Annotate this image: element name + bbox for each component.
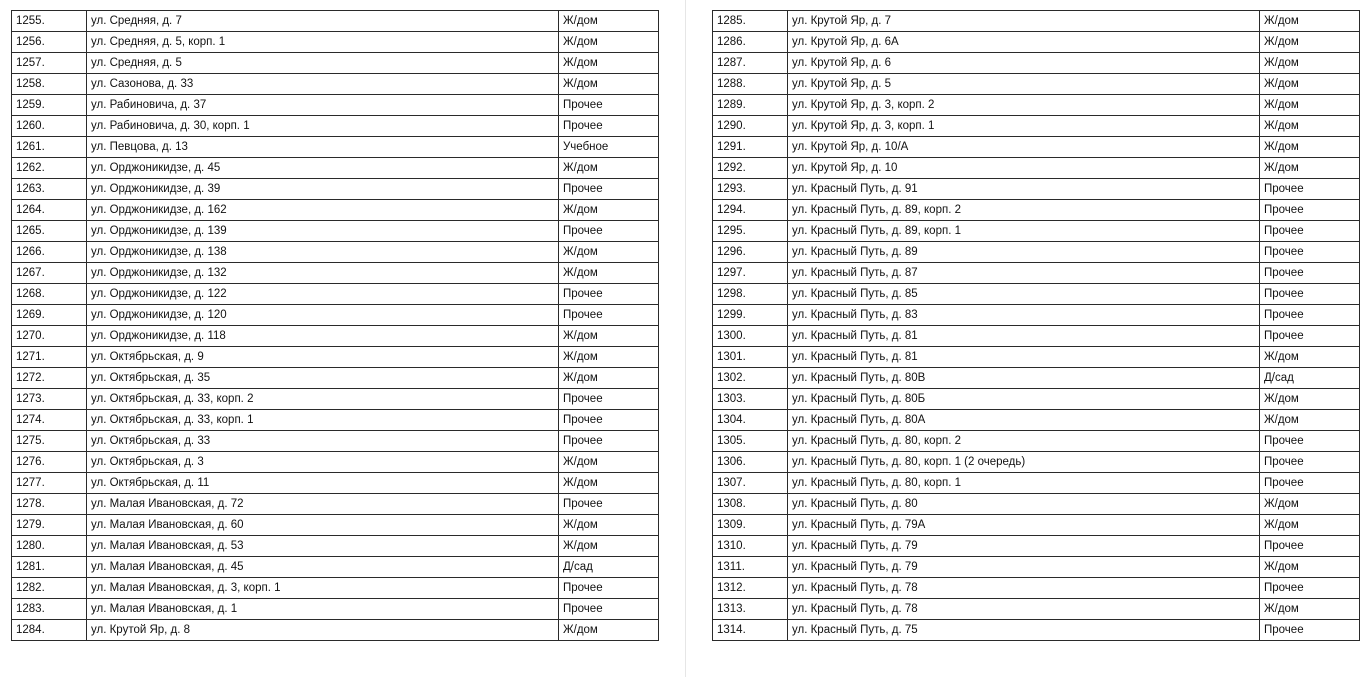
row-number-cell: 1280.	[12, 536, 87, 557]
address-cell: ул. Средняя, д. 7	[87, 11, 559, 32]
address-cell: ул. Красный Путь, д. 80В	[788, 368, 1260, 389]
table-row	[12, 326, 659, 347]
object-type-cell: Учебное	[559, 137, 659, 158]
object-type-cell: Ж/дом	[559, 242, 659, 263]
table-row	[12, 431, 659, 452]
object-type-cell: Прочее	[559, 578, 659, 599]
table-row	[713, 95, 1360, 116]
address-cell: ул. Орджоникидзе, д. 120	[87, 305, 559, 326]
object-type-cell: Ж/дом	[1260, 32, 1360, 53]
row-number-cell: 1310.	[713, 536, 788, 557]
table-row	[12, 536, 659, 557]
address-cell: ул. Красный Путь, д. 80, корп. 1	[788, 473, 1260, 494]
object-type-cell: Прочее	[559, 95, 659, 116]
table-row	[713, 137, 1360, 158]
address-cell: ул. Орджоникидзе, д. 139	[87, 221, 559, 242]
table-row	[713, 494, 1360, 515]
address-cell: ул. Орджоникидзе, д. 122	[87, 284, 559, 305]
address-cell: ул. Красный Путь, д. 80Б	[788, 389, 1260, 410]
object-type-cell: Прочее	[559, 599, 659, 620]
table-row	[713, 620, 1360, 641]
address-cell: ул. Малая Ивановская, д. 60	[87, 515, 559, 536]
table-row	[12, 578, 659, 599]
row-number-cell: 1307.	[713, 473, 788, 494]
table-row	[12, 263, 659, 284]
address-cell: ул. Крутой Яр, д. 3, корп. 1	[788, 116, 1260, 137]
object-type-cell: Прочее	[559, 305, 659, 326]
address-cell: ул. Орджоникидзе, д. 132	[87, 263, 559, 284]
object-type-cell: Ж/дом	[559, 200, 659, 221]
address-cell: ул. Октябрьская, д. 3	[87, 452, 559, 473]
address-cell: ул. Красный Путь, д. 89, корп. 1	[788, 221, 1260, 242]
object-type-cell: Ж/дом	[1260, 11, 1360, 32]
table-row	[713, 242, 1360, 263]
object-type-cell: Прочее	[559, 179, 659, 200]
row-number-cell: 1281.	[12, 557, 87, 578]
table-row	[12, 389, 659, 410]
object-type-cell: Прочее	[1260, 578, 1360, 599]
address-cell: ул. Крутой Яр, д. 6	[788, 53, 1260, 74]
table-row	[713, 74, 1360, 95]
table-row	[12, 284, 659, 305]
table-row	[713, 599, 1360, 620]
row-number-cell: 1302.	[713, 368, 788, 389]
object-type-cell: Ж/дом	[1260, 410, 1360, 431]
row-number-cell: 1285.	[713, 11, 788, 32]
object-type-cell: Прочее	[1260, 452, 1360, 473]
object-type-cell: Ж/дом	[1260, 515, 1360, 536]
table-row	[713, 305, 1360, 326]
object-type-cell: Ж/дом	[559, 158, 659, 179]
object-type-cell: Ж/дом	[1260, 116, 1360, 137]
object-type-cell: Прочее	[559, 221, 659, 242]
object-type-cell: Прочее	[559, 284, 659, 305]
row-number-cell: 1300.	[713, 326, 788, 347]
row-number-cell: 1312.	[713, 578, 788, 599]
table-row	[12, 179, 659, 200]
address-cell: ул. Малая Ивановская, д. 72	[87, 494, 559, 515]
table-row	[713, 536, 1360, 557]
row-number-cell: 1301.	[713, 347, 788, 368]
address-cell: ул. Средняя, д. 5	[87, 53, 559, 74]
table-row	[713, 368, 1360, 389]
row-number-cell: 1293.	[713, 179, 788, 200]
table-row	[12, 599, 659, 620]
table-row	[713, 515, 1360, 536]
table-row	[713, 452, 1360, 473]
row-number-cell: 1292.	[713, 158, 788, 179]
row-number-cell: 1314.	[713, 620, 788, 641]
row-number-cell: 1260.	[12, 116, 87, 137]
table-row	[713, 263, 1360, 284]
address-cell: ул. Орджоникидзе, д. 39	[87, 179, 559, 200]
address-cell: ул. Орджоникидзе, д. 118	[87, 326, 559, 347]
row-number-cell: 1291.	[713, 137, 788, 158]
table-row	[12, 305, 659, 326]
address-cell: ул. Орджоникидзе, д. 45	[87, 158, 559, 179]
row-number-cell: 1273.	[12, 389, 87, 410]
address-table-right	[712, 10, 1360, 641]
row-number-cell: 1278.	[12, 494, 87, 515]
address-cell: ул. Красный Путь, д. 81	[788, 326, 1260, 347]
object-type-cell: Д/сад	[559, 557, 659, 578]
row-number-cell: 1297.	[713, 263, 788, 284]
table-row	[713, 221, 1360, 242]
address-cell: ул. Красный Путь, д. 79	[788, 557, 1260, 578]
table-row	[713, 410, 1360, 431]
object-type-cell: Ж/дом	[1260, 53, 1360, 74]
table-row	[713, 32, 1360, 53]
address-cell: ул. Красный Путь, д. 89, корп. 2	[788, 200, 1260, 221]
row-number-cell: 1269.	[12, 305, 87, 326]
row-number-cell: 1304.	[713, 410, 788, 431]
table-row	[12, 242, 659, 263]
object-type-cell: Ж/дом	[559, 620, 659, 641]
table-row	[713, 116, 1360, 137]
address-cell: ул. Красный Путь, д. 89	[788, 242, 1260, 263]
object-type-cell: Прочее	[1260, 284, 1360, 305]
table-row	[713, 347, 1360, 368]
address-cell: ул. Красный Путь, д. 80, корп. 2	[788, 431, 1260, 452]
object-type-cell: Ж/дом	[1260, 74, 1360, 95]
object-type-cell: Прочее	[1260, 263, 1360, 284]
object-type-cell: Прочее	[1260, 326, 1360, 347]
table-row	[713, 578, 1360, 599]
object-type-cell: Прочее	[1260, 200, 1360, 221]
object-type-cell: Прочее	[1260, 431, 1360, 452]
address-cell: ул. Сазонова, д. 33	[87, 74, 559, 95]
address-cell: ул. Малая Ивановская, д. 53	[87, 536, 559, 557]
table-row	[713, 11, 1360, 32]
address-cell: ул. Октябрьская, д. 33, корп. 1	[87, 410, 559, 431]
table-row	[12, 368, 659, 389]
address-cell: ул. Рабиновича, д. 30, корп. 1	[87, 116, 559, 137]
row-number-cell: 1255.	[12, 11, 87, 32]
object-type-cell: Ж/дом	[1260, 389, 1360, 410]
object-type-cell: Ж/дом	[559, 263, 659, 284]
address-cell: ул. Малая Ивановская, д. 45	[87, 557, 559, 578]
address-cell: ул. Красный Путь, д. 80А	[788, 410, 1260, 431]
row-number-cell: 1311.	[713, 557, 788, 578]
row-number-cell: 1258.	[12, 74, 87, 95]
table-row	[713, 158, 1360, 179]
row-number-cell: 1296.	[713, 242, 788, 263]
table-row	[713, 200, 1360, 221]
column-divider	[685, 0, 686, 677]
table-row	[12, 200, 659, 221]
table-row	[12, 515, 659, 536]
address-cell: ул. Малая Ивановская, д. 1	[87, 599, 559, 620]
address-cell: ул. Октябрьская, д. 33	[87, 431, 559, 452]
address-cell: ул. Красный Путь, д. 78	[788, 578, 1260, 599]
address-cell: ул. Малая Ивановская, д. 3, корп. 1	[87, 578, 559, 599]
row-number-cell: 1276.	[12, 452, 87, 473]
row-number-cell: 1305.	[713, 431, 788, 452]
row-number-cell: 1283.	[12, 599, 87, 620]
address-cell: ул. Крутой Яр, д. 10/А	[788, 137, 1260, 158]
object-type-cell: Ж/дом	[1260, 557, 1360, 578]
row-number-cell: 1256.	[12, 32, 87, 53]
row-number-cell: 1282.	[12, 578, 87, 599]
row-number-cell: 1267.	[12, 263, 87, 284]
address-cell: ул. Средняя, д. 5, корп. 1	[87, 32, 559, 53]
address-cell: ул. Рабиновича, д. 37	[87, 95, 559, 116]
table-row	[12, 347, 659, 368]
object-type-cell: Ж/дом	[1260, 347, 1360, 368]
table-row	[12, 410, 659, 431]
table-row	[12, 221, 659, 242]
row-number-cell: 1306.	[713, 452, 788, 473]
table-row	[12, 158, 659, 179]
row-number-cell: 1265.	[12, 221, 87, 242]
address-cell: ул. Красный Путь, д. 79	[788, 536, 1260, 557]
row-number-cell: 1295.	[713, 221, 788, 242]
address-cell: ул. Крутой Яр, д. 7	[788, 11, 1260, 32]
address-cell: ул. Певцова, д. 13	[87, 137, 559, 158]
address-cell: ул. Орджоникидзе, д. 138	[87, 242, 559, 263]
address-cell: ул. Красный Путь, д. 80, корп. 1 (2 очередь)	[788, 452, 1260, 473]
table-row	[12, 11, 659, 32]
row-number-cell: 1274.	[12, 410, 87, 431]
object-type-cell: Прочее	[559, 494, 659, 515]
object-type-cell: Прочее	[559, 410, 659, 431]
row-number-cell: 1259.	[12, 95, 87, 116]
row-number-cell: 1257.	[12, 53, 87, 74]
row-number-cell: 1264.	[12, 200, 87, 221]
row-number-cell: 1277.	[12, 473, 87, 494]
address-cell: ул. Крутой Яр, д. 6А	[788, 32, 1260, 53]
object-type-cell: Прочее	[1260, 242, 1360, 263]
row-number-cell: 1294.	[713, 200, 788, 221]
address-cell: ул. Октябрьская, д. 11	[87, 473, 559, 494]
table-row	[12, 452, 659, 473]
row-number-cell: 1279.	[12, 515, 87, 536]
row-number-cell: 1266.	[12, 242, 87, 263]
row-number-cell: 1288.	[713, 74, 788, 95]
table-row	[12, 74, 659, 95]
row-number-cell: 1309.	[713, 515, 788, 536]
table-row	[713, 326, 1360, 347]
address-table-left	[11, 10, 659, 641]
table-row	[12, 137, 659, 158]
object-type-cell: Ж/дом	[559, 473, 659, 494]
address-cell: ул. Красный Путь, д. 85	[788, 284, 1260, 305]
row-number-cell: 1263.	[12, 179, 87, 200]
address-cell: ул. Октябрьская, д. 35	[87, 368, 559, 389]
object-type-cell: Д/сад	[1260, 368, 1360, 389]
address-cell: ул. Красный Путь, д. 83	[788, 305, 1260, 326]
address-cell: ул. Орджоникидзе, д. 162	[87, 200, 559, 221]
row-number-cell: 1287.	[713, 53, 788, 74]
object-type-cell: Прочее	[559, 431, 659, 452]
row-number-cell: 1308.	[713, 494, 788, 515]
object-type-cell: Ж/дом	[559, 53, 659, 74]
object-type-cell: Ж/дом	[559, 536, 659, 557]
table-row	[713, 473, 1360, 494]
row-number-cell: 1268.	[12, 284, 87, 305]
table-row	[12, 473, 659, 494]
row-number-cell: 1303.	[713, 389, 788, 410]
address-cell: ул. Красный Путь, д. 87	[788, 263, 1260, 284]
address-cell: ул. Крутой Яр, д. 8	[87, 620, 559, 641]
table-row	[713, 179, 1360, 200]
object-type-cell: Ж/дом	[559, 74, 659, 95]
table-row	[713, 53, 1360, 74]
object-type-cell: Ж/дом	[1260, 137, 1360, 158]
address-cell: ул. Красный Путь, д. 78	[788, 599, 1260, 620]
table-row	[713, 557, 1360, 578]
row-number-cell: 1289.	[713, 95, 788, 116]
object-type-cell: Прочее	[559, 389, 659, 410]
address-cell: ул. Крутой Яр, д. 5	[788, 74, 1260, 95]
address-cell: ул. Красный Путь, д. 79А	[788, 515, 1260, 536]
row-number-cell: 1313.	[713, 599, 788, 620]
table-row	[12, 620, 659, 641]
object-type-cell: Ж/дом	[1260, 599, 1360, 620]
object-type-cell: Ж/дом	[559, 368, 659, 389]
row-number-cell: 1298.	[713, 284, 788, 305]
address-cell: ул. Красный Путь, д. 80	[788, 494, 1260, 515]
object-type-cell: Ж/дом	[1260, 158, 1360, 179]
table-row	[713, 389, 1360, 410]
row-number-cell: 1284.	[12, 620, 87, 641]
row-number-cell: 1286.	[713, 32, 788, 53]
table-row	[12, 494, 659, 515]
table-row	[713, 431, 1360, 452]
object-type-cell: Прочее	[1260, 221, 1360, 242]
object-type-cell: Прочее	[1260, 179, 1360, 200]
table-row	[12, 95, 659, 116]
row-number-cell: 1272.	[12, 368, 87, 389]
address-cell: ул. Красный Путь, д. 91	[788, 179, 1260, 200]
row-number-cell: 1270.	[12, 326, 87, 347]
table-row	[12, 32, 659, 53]
address-cell: ул. Крутой Яр, д. 10	[788, 158, 1260, 179]
object-type-cell: Ж/дом	[1260, 95, 1360, 116]
object-type-cell: Прочее	[1260, 536, 1360, 557]
object-type-cell: Ж/дом	[559, 32, 659, 53]
row-number-cell: 1275.	[12, 431, 87, 452]
object-type-cell: Прочее	[1260, 305, 1360, 326]
object-type-cell: Ж/дом	[559, 452, 659, 473]
table-row	[12, 53, 659, 74]
object-type-cell: Ж/дом	[559, 326, 659, 347]
object-type-cell: Прочее	[559, 116, 659, 137]
table-row	[12, 557, 659, 578]
address-cell: ул. Красный Путь, д. 75	[788, 620, 1260, 641]
address-cell: ул. Крутой Яр, д. 3, корп. 2	[788, 95, 1260, 116]
row-number-cell: 1271.	[12, 347, 87, 368]
object-type-cell: Ж/дом	[559, 11, 659, 32]
row-number-cell: 1290.	[713, 116, 788, 137]
row-number-cell: 1261.	[12, 137, 87, 158]
object-type-cell: Прочее	[1260, 620, 1360, 641]
address-cell: ул. Красный Путь, д. 81	[788, 347, 1260, 368]
address-cell: ул. Октябрьская, д. 9	[87, 347, 559, 368]
table-row	[12, 116, 659, 137]
object-type-cell: Прочее	[1260, 473, 1360, 494]
object-type-cell: Ж/дом	[1260, 494, 1360, 515]
row-number-cell: 1262.	[12, 158, 87, 179]
table-row	[713, 284, 1360, 305]
address-cell: ул. Октябрьская, д. 33, корп. 2	[87, 389, 559, 410]
object-type-cell: Ж/дом	[559, 515, 659, 536]
row-number-cell: 1299.	[713, 305, 788, 326]
object-type-cell: Ж/дом	[559, 347, 659, 368]
